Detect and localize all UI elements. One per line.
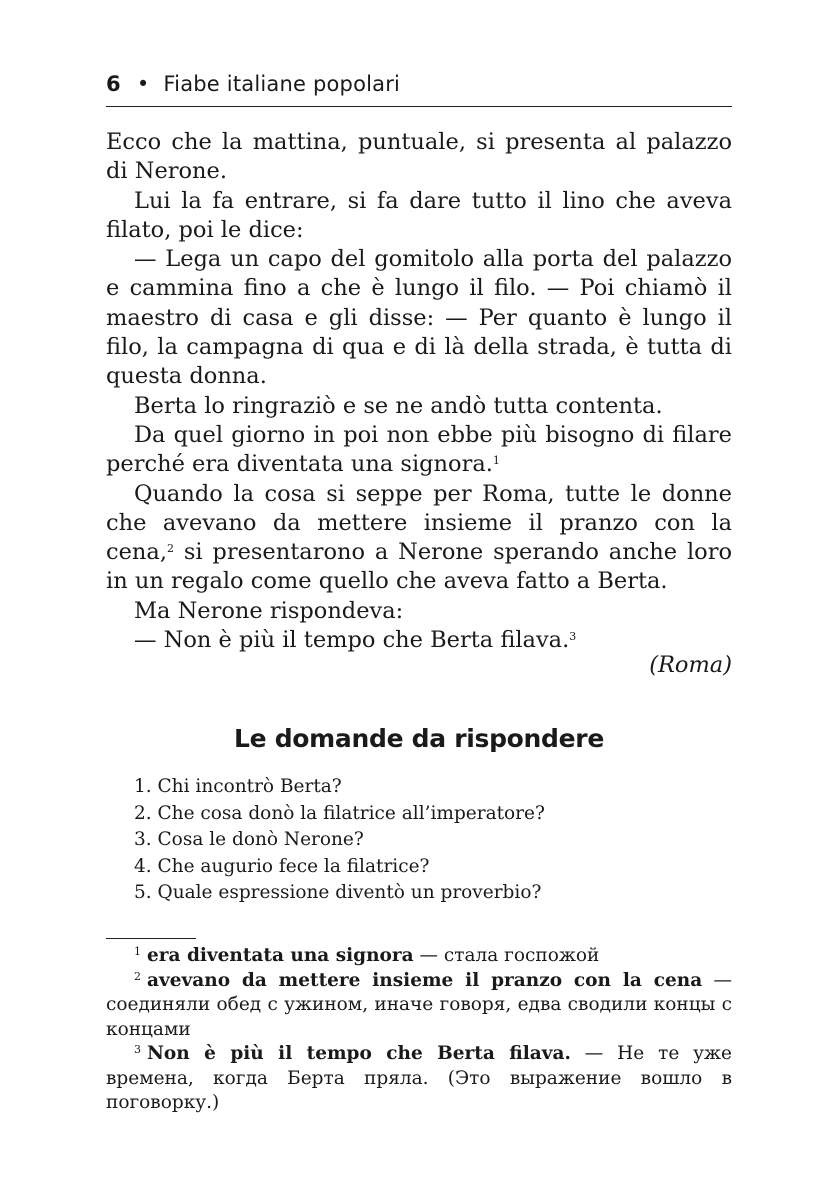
paragraph-text: Da quel giorno in poi non ebbe più bisogno di filare perché era diventata una signora. xyxy=(106,421,732,478)
footnote-term: era diventata una signora xyxy=(147,945,414,966)
paragraph xyxy=(106,421,732,480)
footnote-ref[interactable]: 1 xyxy=(492,454,500,468)
question-item: 4. Che augurio fece la filatrice? xyxy=(134,855,430,877)
footnote-text: — соединяли обед с ужином, иначе говоря, едва сводили концы с концами xyxy=(106,969,732,1040)
story-text xyxy=(106,128,732,655)
paragraph-text: si presentarono a Nerone sperando anche loro in un regalo come quello che aveva fatto a Berta. xyxy=(106,539,732,595)
question-item: 1. Chi incontrò Berta? xyxy=(134,776,342,797)
header-rule xyxy=(106,106,732,107)
question-item: 2. Che cosa donò la filatrice all’imperatore? xyxy=(134,802,545,824)
footnote-term: avevano da mettere insieme il pranzo con la cena xyxy=(147,969,703,991)
footnote-text: — стала госпожой xyxy=(413,945,600,966)
paragraph xyxy=(106,626,732,655)
header-bullet: • xyxy=(136,72,150,96)
questions-list xyxy=(134,774,732,907)
book-title: Fiabe italiane popolari xyxy=(163,72,401,96)
footnote xyxy=(106,944,732,969)
footnote-number: 1 xyxy=(134,945,141,958)
paragraph: — Lega un capo del gomitolo alla porta del palazzo e cammina fino a che è lungo il filo. — Poi chiamò il maestro di casa e gli disse: — Per quanto è lungo il filo, la campagna di qua e di là della strada, è tutta di questa donna. xyxy=(106,246,732,390)
footnote xyxy=(106,1042,732,1116)
footnote-ref[interactable]: 3 xyxy=(569,630,577,644)
paragraph-text: Quando la cosa si seppe per Roma, tutte le donne che avevano da mettere insieme il pranzo con la cena, xyxy=(106,480,732,566)
paragraph: Ma Nerone rispondeva: xyxy=(134,597,404,624)
paragraph xyxy=(106,480,732,597)
footnote-rule xyxy=(106,938,196,939)
footnote-number: 2 xyxy=(134,969,141,983)
footnote-ref[interactable]: 2 xyxy=(166,542,174,556)
page-number: 6 xyxy=(106,72,121,96)
questions-title: Le domande da rispondere xyxy=(234,724,604,753)
footnotes xyxy=(106,944,732,1116)
paragraph: Lui la fa entrare, si fa dare tutto il lino che aveva filato, poi le dice: xyxy=(106,187,732,243)
question-item: 5. Quale espressione diventò un proverbio? xyxy=(134,882,542,903)
footnote xyxy=(106,969,732,1043)
story-source: (Roma) xyxy=(649,652,732,678)
footnote-text: — Не те уже времена, когда Берта пряла. (Это выражение вошло в поговорку.) xyxy=(106,1043,732,1113)
paragraph-text: — Non è più il tempo che Berta filava. xyxy=(134,627,570,654)
footnote-number: 3 xyxy=(134,1043,141,1056)
paragraph: Berta lo ringraziò e se ne andò tutta contenta. xyxy=(134,392,663,419)
paragraph: Ecco che la mattina, puntuale, si presenta al palazzo di Nerone. xyxy=(106,129,732,185)
question-item: 3. Cosa le donò Nerone? xyxy=(134,829,364,850)
footnote-term: Non è più il tempo che Berta filava. xyxy=(147,1043,571,1064)
running-header xyxy=(106,72,732,96)
